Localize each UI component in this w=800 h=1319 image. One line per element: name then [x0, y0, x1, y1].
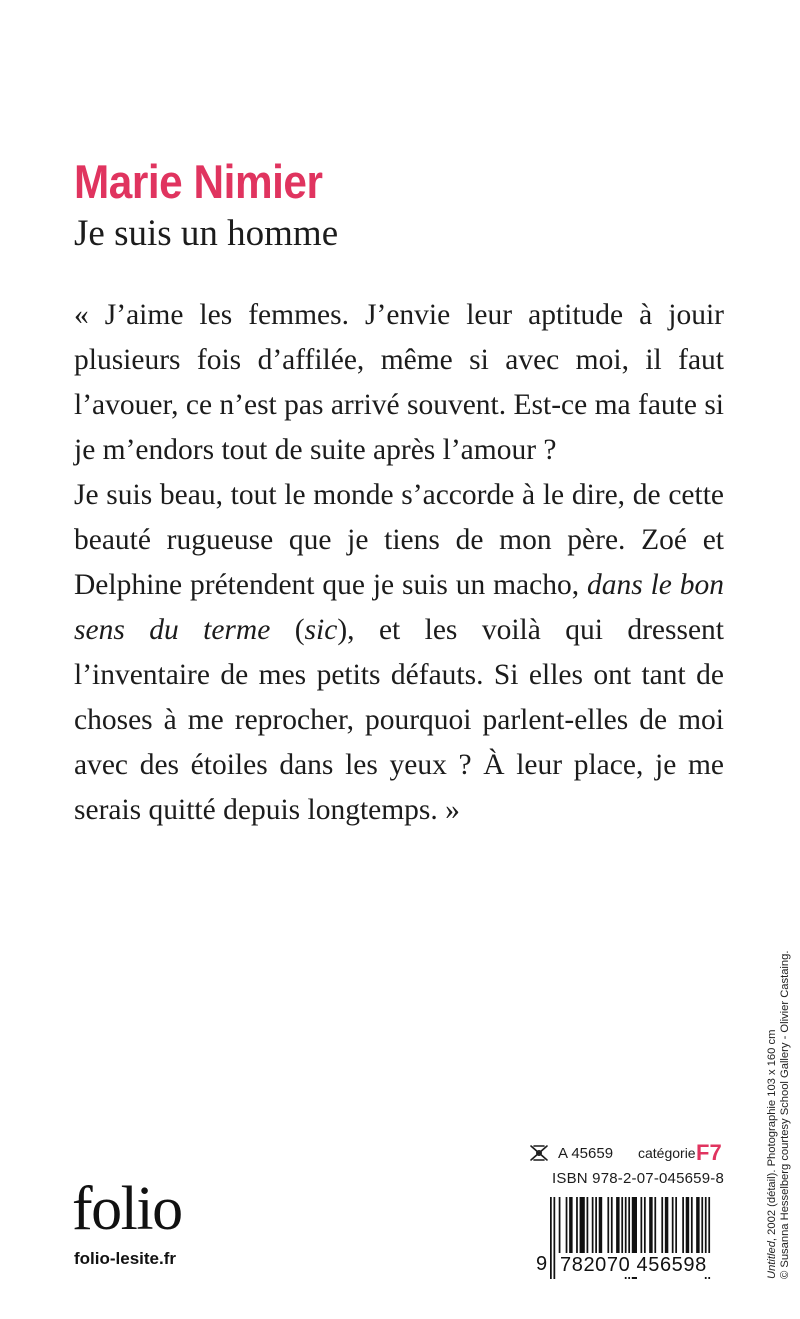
blurb-paragraph-1: « J’aime les femmes. J’envie leur aptitude à jouir plusieurs fois d’affilée, même si avec moi, il faut l’avouer, ce n’est pas arrivé souvent. Est-ce ma faute si je m’endors tout de suite après l’amour ?	[74, 299, 725, 466]
barcode-bar	[611, 1197, 613, 1253]
blurb-text: ), et les voilà qui dressent l’inventaire de mes petits défauts. Si elles ont tant de choses à me reprocher, pourquoi parlent-elles de moi avec des étoiles dans les yeux ? À leur place, je me serais quitté depuis longtemps. »	[74, 614, 724, 826]
barcode-bar	[592, 1197, 594, 1253]
barcode-bar	[649, 1197, 652, 1253]
credit-details: , 2002 (détail). Photographie 103 x 160 cm	[766, 1029, 778, 1242]
barcode-bar	[553, 1197, 555, 1279]
barcode-bar	[587, 1197, 589, 1253]
barcode-bar	[607, 1197, 609, 1253]
barcode	[536, 1197, 724, 1279]
barcode-first-digit: 9	[536, 1253, 548, 1275]
credit-artwork-title: Untitled	[766, 1241, 778, 1279]
author-name: Marie Nimier	[74, 155, 323, 208]
barcode-bar	[580, 1197, 585, 1253]
reference-code: A 45659	[558, 1145, 614, 1162]
barcode-bar	[599, 1197, 602, 1253]
blurb-text: (	[270, 614, 305, 646]
barcode-bar	[566, 1197, 568, 1253]
blurb-italic-sic: sic	[304, 614, 338, 646]
barcode-bar	[672, 1197, 674, 1253]
barcode-bar	[576, 1197, 578, 1253]
barcode-bar	[691, 1197, 693, 1253]
barcode-bar	[701, 1197, 703, 1253]
folio-logo: folio	[72, 1175, 182, 1243]
blurb-paragraph-2	[74, 473, 724, 833]
blurb-text: Je suis beau, tout le monde s’accorde à le dire, de cette beauté rugueuse que je tiens de mon père. Zoé et Delphine prétendent que je suis un macho,	[74, 479, 724, 601]
barcode-digits: 782070 456598	[560, 1253, 724, 1277]
barcode-bar	[595, 1197, 597, 1253]
gallimard-monogram-icon	[528, 1144, 550, 1166]
category-code: F7	[696, 1140, 722, 1165]
barcode-bar	[696, 1197, 699, 1253]
publisher-website: folio-lesite.fr	[74, 1249, 177, 1268]
barcode-bar	[675, 1197, 677, 1253]
isbn: ISBN 978-2-07-045659-8	[552, 1170, 725, 1187]
barcode-bar	[569, 1197, 572, 1253]
barcode-bar	[640, 1197, 642, 1253]
barcode-bar	[661, 1197, 663, 1253]
photo-credit	[766, 899, 792, 1279]
credit-line-1	[766, 899, 779, 1279]
blurb-italic-phrase: dans le bon sens du terme	[74, 569, 724, 646]
book-title: Je suis un homme	[74, 213, 339, 254]
category-label: catégorie	[638, 1145, 696, 1161]
barcode-bar	[550, 1197, 552, 1279]
barcode-bar	[621, 1197, 623, 1253]
back-cover-blurb	[74, 293, 724, 833]
barcode-bar	[559, 1197, 561, 1253]
barcode-bar	[616, 1197, 619, 1253]
barcode-bar	[686, 1197, 689, 1253]
reference-line	[528, 1140, 724, 1168]
credit-line-2: © Susanna Hesselberg courtesy School Gallery - Olivier Castaing.	[779, 950, 791, 1279]
barcode-bar	[644, 1197, 646, 1253]
barcode-bar	[665, 1197, 668, 1253]
barcode-bar	[682, 1197, 684, 1253]
barcode-bar	[654, 1197, 656, 1253]
